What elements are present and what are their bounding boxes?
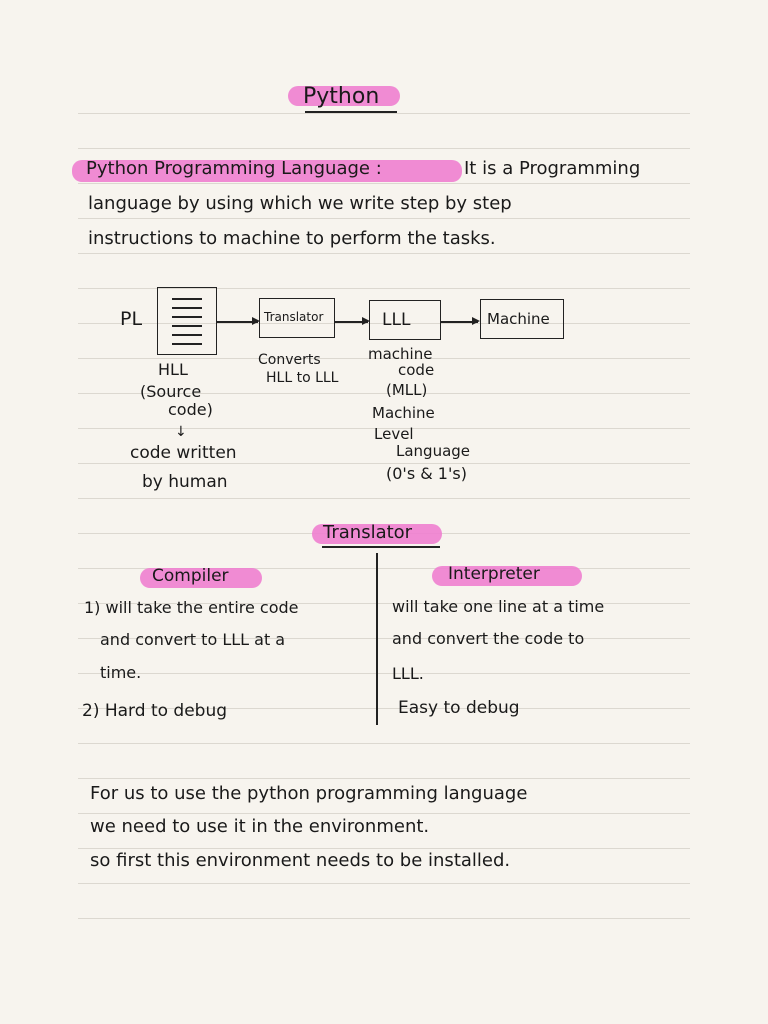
ruled-line xyxy=(78,218,690,219)
ruled-line xyxy=(78,113,690,114)
compiler-heading: Compiler xyxy=(152,566,229,586)
ruled-line xyxy=(78,883,690,884)
down-arrow-icon: ↓ xyxy=(175,424,187,440)
hll-note: code) xyxy=(168,400,213,419)
translator-box-label: Translator xyxy=(264,310,324,324)
definition-line: It is a Programming xyxy=(464,158,641,179)
machine-note: code xyxy=(398,361,435,379)
compiler-line: time. xyxy=(100,663,142,682)
code-note: code written xyxy=(130,443,237,463)
code-note: by human xyxy=(142,472,228,492)
machine-note: Level xyxy=(374,425,414,443)
ruled-line xyxy=(78,848,690,849)
document-icon-line xyxy=(172,307,202,309)
compiler-line: and convert to LLL at a xyxy=(100,630,286,649)
hll-note: HLL xyxy=(158,360,188,379)
document-icon-line xyxy=(172,298,202,300)
machine-box xyxy=(480,299,564,339)
ruled-line xyxy=(78,813,690,814)
title-underline xyxy=(305,111,397,113)
hll-note: (Source xyxy=(140,382,202,401)
converts-note: HLL to LLL xyxy=(266,370,339,386)
compiler-line: 2) Hard to debug xyxy=(82,701,228,721)
ruled-line xyxy=(78,148,690,149)
machine-note: Language xyxy=(396,442,471,460)
ruled-line xyxy=(78,183,690,184)
converts-note: Converts xyxy=(258,352,321,368)
lll-box xyxy=(369,300,441,340)
ruled-line xyxy=(78,778,690,779)
document-icon xyxy=(157,287,217,355)
interpreter-line: and convert the code to xyxy=(392,629,585,648)
document-icon-line xyxy=(172,316,202,318)
ruled-line xyxy=(78,498,690,499)
machine-note: (0's & 1's) xyxy=(386,464,467,483)
closing-line: so first this environment needs to be installed. xyxy=(90,850,511,871)
machine-note: (MLL) xyxy=(386,381,428,399)
arrow-icon xyxy=(216,321,258,323)
compiler-line: 1) will take the entire code xyxy=(84,598,299,617)
interpreter-line: LLL. xyxy=(392,664,424,683)
pl-label: PL xyxy=(120,308,143,330)
translator-underline xyxy=(322,546,440,548)
definition-line: instructions to machine to perform the tasks. xyxy=(88,228,496,249)
definition-heading: Python Programming Language : xyxy=(86,158,382,179)
lll-box-label: LLL xyxy=(382,310,411,330)
closing-line: we need to use it in the environment. xyxy=(90,816,430,837)
ruled-line xyxy=(78,743,690,744)
ruled-line xyxy=(78,918,690,919)
column-divider xyxy=(376,553,378,725)
ruled-line xyxy=(78,463,690,464)
ruled-line xyxy=(78,253,690,254)
machine-note: machine xyxy=(368,345,433,363)
translator-box xyxy=(259,298,335,338)
interpreter-line: will take one line at a time xyxy=(392,597,605,616)
arrow-icon xyxy=(440,321,478,323)
arrow-icon xyxy=(334,321,368,323)
document-icon-line xyxy=(172,334,202,336)
ruled-line xyxy=(78,673,690,674)
definition-line: language by using which we write step by step xyxy=(88,193,512,214)
machine-note: Machine xyxy=(372,404,435,422)
closing-line: For us to use the python programming language xyxy=(90,783,528,804)
interpreter-line: Easy to debug xyxy=(398,698,520,718)
page-title: Python xyxy=(303,84,380,109)
document-icon-line xyxy=(172,325,202,327)
document-icon-line xyxy=(172,343,202,345)
translator-heading: Translator xyxy=(323,522,413,543)
interpreter-heading: Interpreter xyxy=(448,564,540,584)
machine-box-label: Machine xyxy=(487,310,550,328)
